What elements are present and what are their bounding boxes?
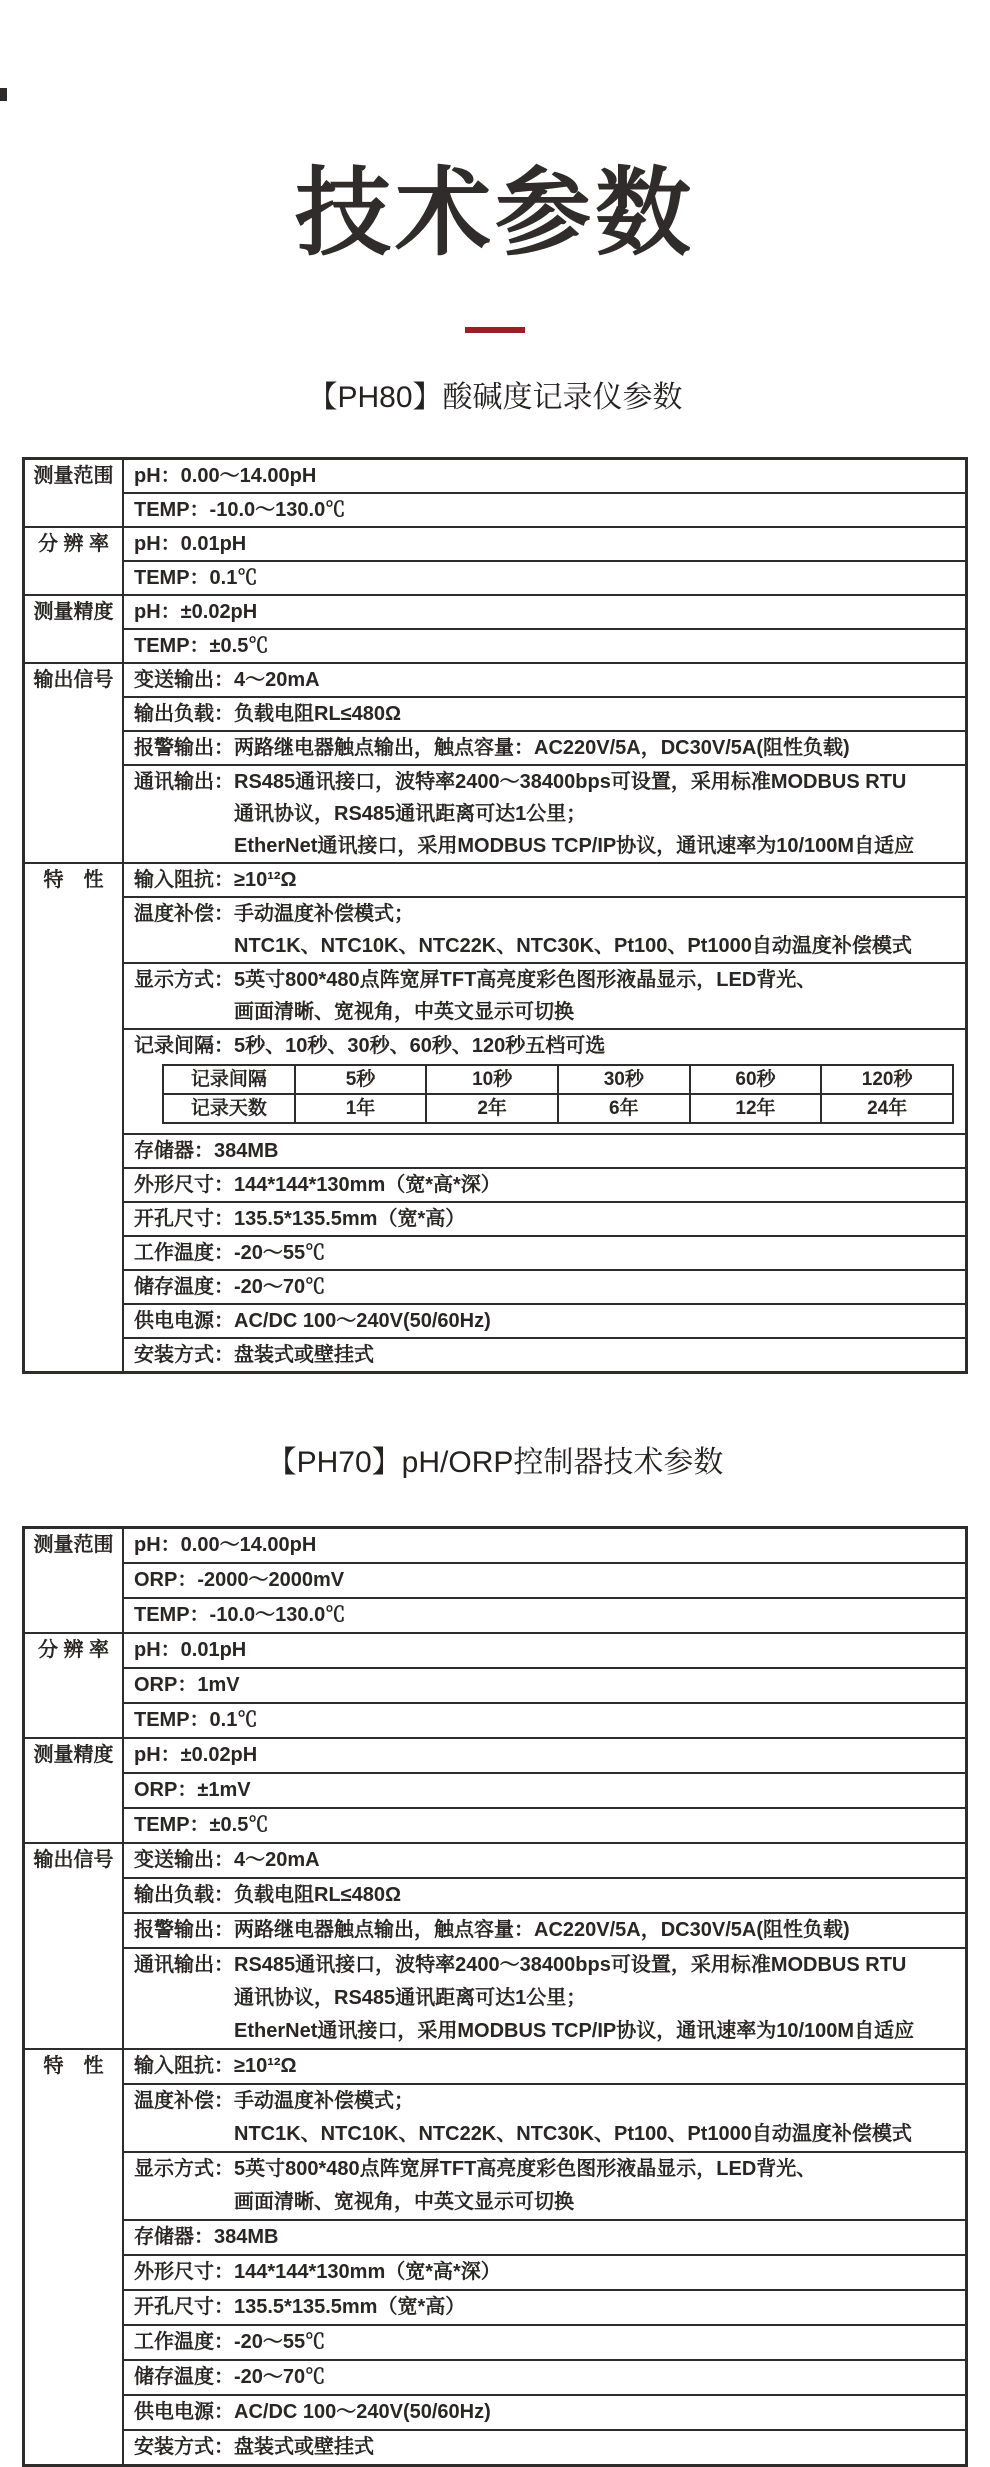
spec-line: 安装方式：盘装式或壁挂式 <box>134 1343 374 1366</box>
spec-line: 报警输出：两路继电器触点输出，触点容量：AC220V/5A，DC30V/5A(阻性负载) <box>134 736 850 759</box>
spec-value-cell <box>123 1168 967 1202</box>
spec-line: 储存温度：-20～70℃ <box>134 2365 326 2388</box>
spec-label-cell: 测量范围 <box>24 458 124 527</box>
spec-value-cell <box>123 1202 967 1236</box>
spec-value-cell <box>123 1527 967 1563</box>
table-row <box>24 1029 967 1134</box>
table-row <box>24 1913 967 1948</box>
spec-line: 显示方式：5英寸800*480点阵宽屏TFT高亮度彩色图形液晶显示，LED背光、 <box>134 968 817 991</box>
spec-value-cell <box>123 1703 967 1738</box>
spec-value-cell <box>123 1948 967 2049</box>
page-title: 技术参数 <box>295 160 695 268</box>
spec-label-cell: 测量精度 <box>24 595 124 663</box>
spec-table-ph70 <box>22 1526 968 2467</box>
spec-label-cell: 特 性 <box>24 2049 124 2466</box>
spec-value-cell <box>123 1270 967 1304</box>
spec-line: 输入阻抗：≥10¹²Ω <box>134 868 297 891</box>
spec-value-cell <box>123 2255 967 2290</box>
spec-value-cell <box>123 663 967 697</box>
edge-artifact <box>0 88 7 101</box>
spec-line: 外形尺寸：144*144*130mm（宽*高*深） <box>134 2260 501 2283</box>
table-row <box>24 1270 967 1304</box>
spec-value-cell <box>123 1668 967 1703</box>
spec-line: 温度补偿：手动温度补偿模式； <box>134 2089 414 2112</box>
spec-label-cell: 测量范围 <box>24 1527 124 1633</box>
spec-value-cell <box>123 1773 967 1808</box>
spec-value-cell <box>123 1338 967 1373</box>
spec-line: 显示方式：5英寸800*480点阵宽屏TFT高亮度彩色图形液晶显示，LED背光、 <box>134 2157 817 2180</box>
spec-table-ph80 <box>22 457 968 1374</box>
spec-line: 安装方式：盘装式或壁挂式 <box>134 2435 374 2458</box>
spec-value-cell <box>123 2152 967 2220</box>
spec-value-cell <box>123 1738 967 1773</box>
spec-line: TEMP：±0.5℃ <box>134 634 269 657</box>
spec-line: EtherNet通讯接口，采用MODBUS TCP/IP协议，通讯速率为10/100M自适应 <box>234 834 915 857</box>
table-row <box>24 1948 967 2049</box>
spec-line: TEMP：±0.5℃ <box>134 1813 269 1836</box>
spec-line: TEMP：0.1℃ <box>134 566 258 589</box>
table-row <box>24 697 967 731</box>
spec-value-cell <box>123 1563 967 1598</box>
table-row <box>24 1598 967 1633</box>
table-row <box>24 1563 967 1598</box>
spec-value-cell <box>123 731 967 765</box>
table-row <box>24 963 967 1029</box>
spec-value-cell <box>123 1878 967 1913</box>
record-cell: 记录天数 <box>163 1094 295 1123</box>
spec-value-cell <box>123 1304 967 1338</box>
spec-value-cell <box>123 1598 967 1633</box>
spec-line: 外形尺寸：144*144*130mm（宽*高*深） <box>134 1173 501 1196</box>
table-row <box>24 1808 967 1843</box>
spec-line: 画面清晰、宽视角，中英文显示可切换 <box>234 1000 574 1023</box>
spec-value-cell <box>123 863 967 897</box>
spec-value-cell <box>123 493 967 527</box>
spec-label-cell: 输出信号 <box>24 1843 124 2049</box>
record-cell: 60秒 <box>690 1065 822 1094</box>
record-cell: 5秒 <box>295 1065 427 1094</box>
spec-line: 储存温度：-20～70℃ <box>134 1275 326 1298</box>
table-row <box>24 1843 967 1878</box>
record-cell: 30秒 <box>558 1065 690 1094</box>
table-row <box>24 1703 967 1738</box>
record-cell: 1年 <box>295 1094 427 1123</box>
spec-value-cell <box>123 2220 967 2255</box>
spec-value-cell <box>123 527 967 561</box>
title-divider <box>465 327 525 333</box>
table-row <box>24 2255 967 2290</box>
spec-value-cell <box>123 595 967 629</box>
spec-label-cell: 输出信号 <box>24 663 124 863</box>
table-row <box>24 2430 967 2466</box>
record-cell: 2年 <box>426 1094 558 1123</box>
spec-line: NTC1K、NTC10K、NTC22K、NTC30K、Pt100、Pt1000自动温度补偿模式 <box>234 2122 912 2145</box>
record-table-row <box>163 1094 953 1123</box>
table-row <box>24 2152 967 2220</box>
spec-line: 存储器：384MB <box>134 1139 279 1162</box>
table-row <box>24 1236 967 1270</box>
spec-value-cell <box>123 1029 967 1134</box>
table-row <box>24 1168 967 1202</box>
spec-value-cell <box>123 897 967 963</box>
table-row <box>24 2220 967 2255</box>
spec-line: pH：±0.02pH <box>134 1743 258 1766</box>
spec-label-cell: 分 辨 率 <box>24 1633 124 1738</box>
spec-line: 输入阻抗：≥10¹²Ω <box>134 2054 297 2077</box>
record-cell: 24年 <box>821 1094 953 1123</box>
spec-value-cell <box>123 1808 967 1843</box>
section-ph80 <box>0 379 990 1374</box>
spec-line: 开孔尺寸：135.5*135.5mm（宽*高） <box>134 1207 466 1230</box>
table-row <box>24 2084 967 2152</box>
table-row <box>24 1878 967 1913</box>
spec-line: pH：0.00～14.00pH <box>134 464 317 487</box>
spec-line: 输出负载：负载电阻RL≤480Ω <box>134 702 402 725</box>
spec-line: 变送输出：4～20mA <box>134 1848 320 1871</box>
table-row <box>24 458 967 493</box>
spec-label-cell: 测量精度 <box>24 1738 124 1843</box>
spec-line: pH：±0.02pH <box>134 600 258 623</box>
table-row <box>24 1304 967 1338</box>
spec-value-cell <box>123 458 967 493</box>
spec-line: 通讯输出：RS485通讯接口，波特率2400～38400bps可设置，采用标准MODBUS RTU <box>134 1953 907 1976</box>
spec-line: 供电电源：AC/DC 100～240V(50/60Hz) <box>134 2400 491 2423</box>
spec-line: ORP：-2000～2000mV <box>134 1568 345 1591</box>
spec-value-cell <box>123 2325 967 2360</box>
spec-value-cell <box>123 2360 967 2395</box>
table-row <box>24 527 967 561</box>
table-row <box>24 629 967 663</box>
spec-line: 开孔尺寸：135.5*135.5mm（宽*高） <box>134 2295 466 2318</box>
table-row <box>24 731 967 765</box>
spec-value-cell <box>123 1913 967 1948</box>
spec-line: EtherNet通讯接口，采用MODBUS TCP/IP协议，通讯速率为10/100M自适应 <box>234 2019 915 2042</box>
section-ph70 <box>0 1444 990 2467</box>
table-row <box>24 765 967 863</box>
spec-line: 通讯协议，RS485通讯距离可达1公里； <box>234 802 587 825</box>
spec-line: 变送输出：4～20mA <box>134 668 320 691</box>
table-row <box>24 2049 967 2084</box>
table-row <box>24 1738 967 1773</box>
spec-value-cell <box>123 2049 967 2084</box>
spec-line: ORP：1mV <box>134 1673 240 1696</box>
spec-line: 供电电源：AC/DC 100～240V(50/60Hz) <box>134 1309 491 1332</box>
table-row <box>24 595 967 629</box>
spec-value-cell <box>123 765 967 863</box>
spec-line: 报警输出：两路继电器触点输出，触点容量：AC220V/5A，DC30V/5A(阻性负载) <box>134 1918 850 1941</box>
spec-line: pH：0.00～14.00pH <box>134 1533 317 1556</box>
spec-line: NTC1K、NTC10K、NTC22K、NTC30K、Pt100、Pt1000自动温度补偿模式 <box>234 934 912 957</box>
spec-line: 工作温度：-20～55℃ <box>134 2330 326 2353</box>
section-heading-ph80: 【PH80】酸碱度记录仪参数 <box>307 380 683 414</box>
spec-value-cell <box>123 1236 967 1270</box>
spec-value-cell <box>123 2290 967 2325</box>
table-row <box>24 2395 967 2430</box>
table-row <box>24 663 967 697</box>
spec-line: 记录间隔：5秒、10秒、30秒、60秒、120秒五档可选 <box>134 1034 606 1057</box>
table-row <box>24 2290 967 2325</box>
record-interval-table <box>162 1064 954 1124</box>
table-row <box>24 897 967 963</box>
table-row <box>24 493 967 527</box>
spec-label-cell: 特 性 <box>24 863 124 1373</box>
spec-line: pH：0.01pH <box>134 532 247 555</box>
table-row <box>24 1668 967 1703</box>
table-row <box>24 561 967 595</box>
record-cell: 12年 <box>690 1094 822 1123</box>
table-row <box>24 1773 967 1808</box>
spec-line: 通讯协议，RS485通讯距离可达1公里； <box>234 1986 587 2009</box>
record-table-row <box>163 1065 953 1094</box>
spec-line: TEMP：0.1℃ <box>134 1708 258 1731</box>
spec-value-cell <box>123 2430 967 2466</box>
spec-line: 通讯输出：RS485通讯接口，波特率2400～38400bps可设置，采用标准MODBUS RTU <box>134 770 907 793</box>
spec-line: pH：0.01pH <box>134 1638 247 1661</box>
table-row <box>24 1338 967 1373</box>
spec-line: ORP：±1mV <box>134 1778 251 1801</box>
spec-line: TEMP：-10.0～130.0℃ <box>134 1603 346 1626</box>
spec-value-cell <box>123 1843 967 1878</box>
record-cell: 120秒 <box>821 1065 953 1094</box>
spec-line: 存储器：384MB <box>134 2225 279 2248</box>
table-row <box>24 2325 967 2360</box>
spec-line: 工作温度：-20～55℃ <box>134 1241 326 1264</box>
spec-line: TEMP：-10.0～130.0℃ <box>134 498 346 521</box>
spec-value-cell <box>123 2395 967 2430</box>
spec-line: 温度补偿：手动温度补偿模式； <box>134 902 414 925</box>
spec-value-cell <box>123 963 967 1029</box>
spec-value-cell <box>123 697 967 731</box>
spec-value-cell <box>123 2084 967 2152</box>
spec-value-cell <box>123 561 967 595</box>
table-row <box>24 2360 967 2395</box>
table-row <box>24 1633 967 1668</box>
spec-line: 画面清晰、宽视角，中英文显示可切换 <box>234 2190 574 2213</box>
record-cell: 10秒 <box>426 1065 558 1094</box>
spec-value-cell <box>123 1134 967 1168</box>
table-row <box>24 1202 967 1236</box>
record-cell: 记录间隔 <box>163 1065 295 1094</box>
spec-value-cell <box>123 1633 967 1668</box>
section-heading-ph70: 【PH70】pH/ORP控制器技术参数 <box>266 1445 724 1479</box>
spec-line: 输出负载：负载电阻RL≤480Ω <box>134 1883 402 1906</box>
table-row <box>24 863 967 897</box>
spec-label-cell: 分 辨 率 <box>24 527 124 595</box>
spec-value-cell <box>123 629 967 663</box>
record-cell: 6年 <box>558 1094 690 1123</box>
table-row <box>24 1527 967 1563</box>
table-row <box>24 1134 967 1168</box>
